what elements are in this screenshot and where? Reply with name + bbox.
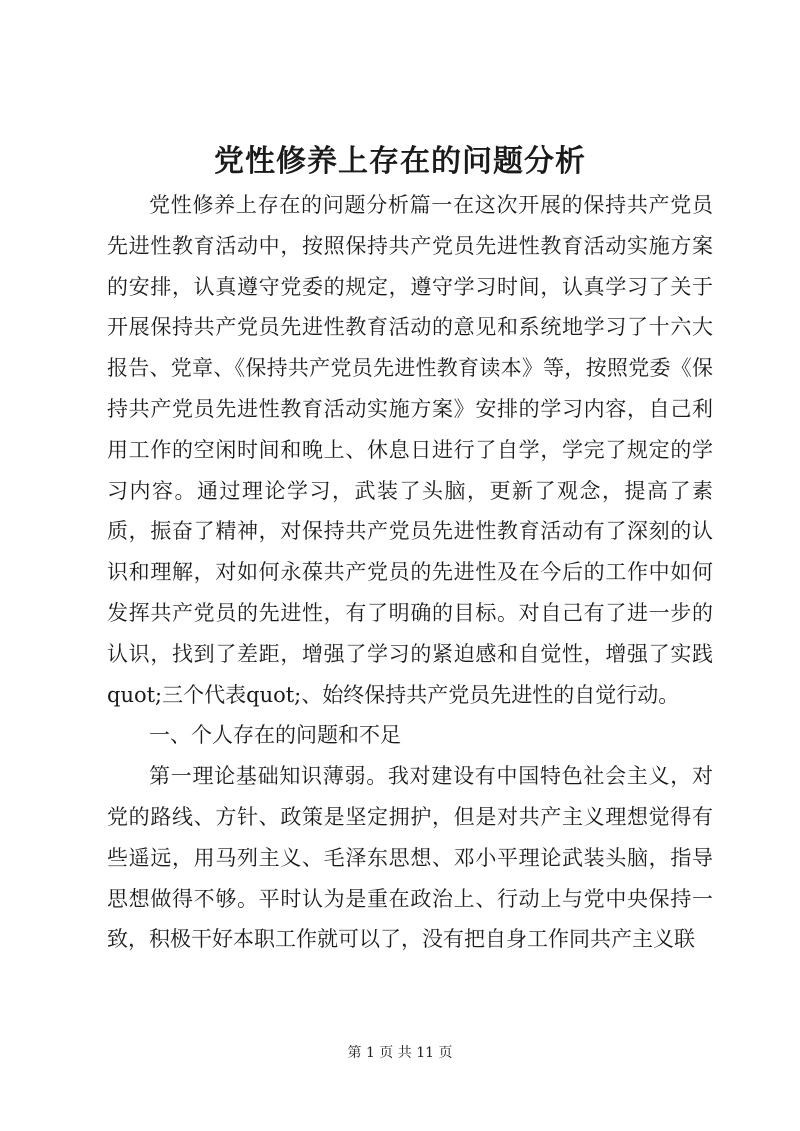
section-heading: 一、个人存在的问题和不足 <box>149 723 401 748</box>
document-body <box>107 185 713 960</box>
document-title: 党性修养上存在的问题分析 <box>214 144 586 179</box>
paragraph-intro: 党性修养上存在的问题分析篇一在这次开展的保持共产党员先进性教育活动中，按照保持共产党员先进性教育活动实施方案的安排，认真遵守党委的规定，遵守学习时间，认真学习了关于开展保持共产党员先进性教育活动的意见和系统地学习了十六大报告、党章、《保持共产党员先进性教育读本》等，按照党委《保持共产党员先进性教育活动实施方案》安排的学习内容，自己利用工作的空闲时间和晚上、休息日进行了自学，学完了规定的学习内容。通过理论学习，武装了头脑，更新了观念，提高了素质，振奋了精神，对保持共产党员先进性教育活动有了深刻的认识和理解，对如何永葆共产党员的先进性及在今后的工作中如何发挥共产党员的先进性，有了明确的目标。对自己有了进一步的认识，找到了差距，增强了学习的紧迫感和自觉性，增强了实践quot;三个代表quot;、始终保持共产党员先进性的自觉行动。 <box>107 193 713 707</box>
page-number-footer: 第 1 页 共 11 页 <box>347 1045 453 1061</box>
paragraph-theory: 第一理论基础知识薄弱。我对建设有中国特色社会主义，对党的路线、方针、政策是坚定拥护，但是对共产主义理想觉得有些遥远，用马列主义、毛泽东思想、邓小平理论武装头脑，指导思想做得不够。平时认为是重在政治上、行动上与党中央保持一致，积极干好本职工作就可以了，没有把自身工作同共产主义联 <box>107 764 713 952</box>
